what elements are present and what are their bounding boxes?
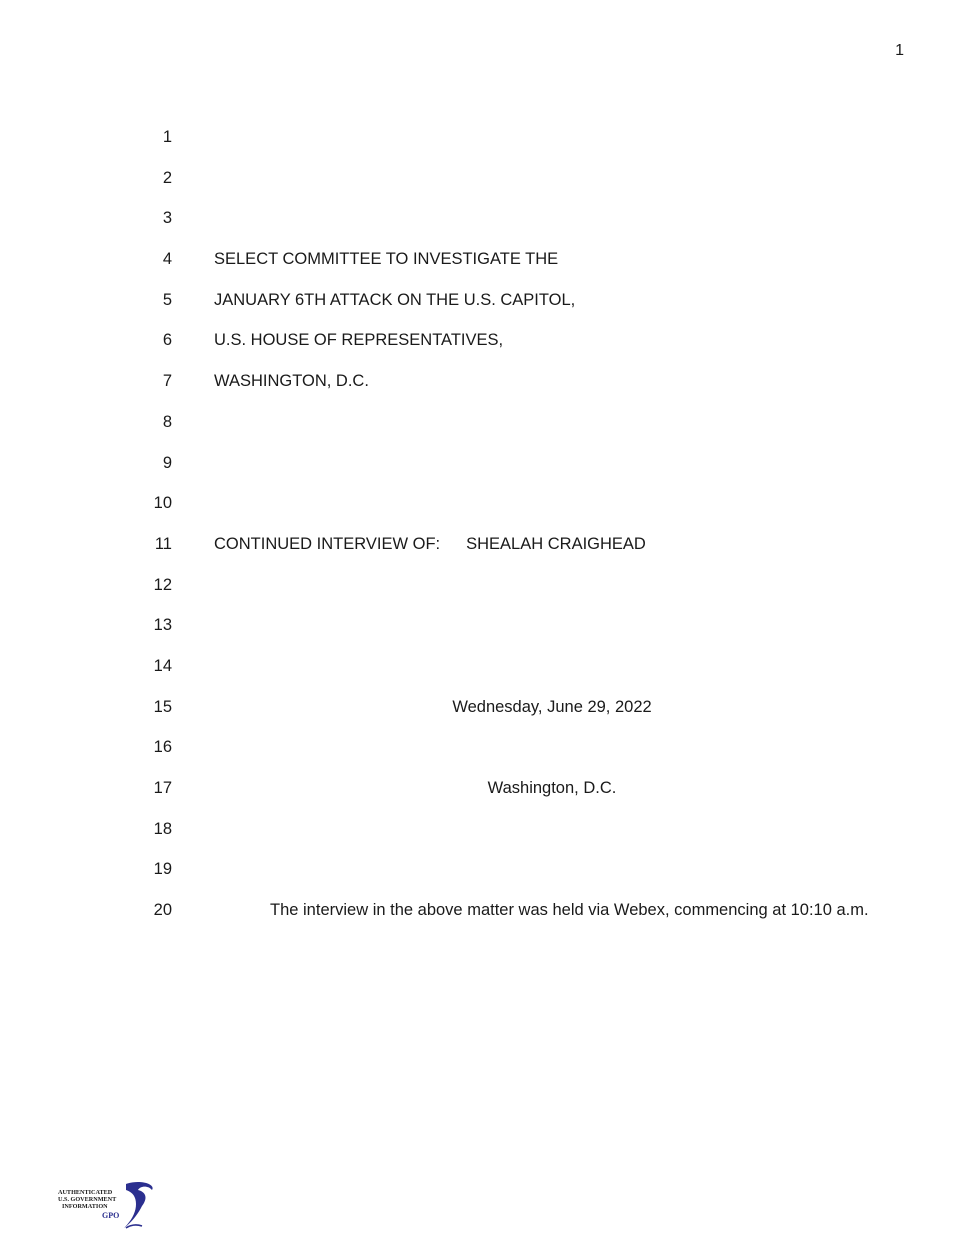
transcript-line (0, 128, 960, 169)
logo-text-information: INFORMATION (62, 1203, 108, 1210)
line-number: 8 (162, 412, 172, 431)
transcript-line (0, 250, 960, 291)
transcript-line (0, 535, 960, 576)
line-number: 14 (153, 656, 172, 675)
line-number: 3 (162, 209, 172, 228)
line-number: 7 (162, 372, 172, 391)
transcript-line (0, 413, 960, 454)
interviewee-name: SHEALAH CRAIGHEAD (466, 534, 646, 553)
page-number: 1 (895, 42, 904, 59)
line-number: 20 (153, 901, 172, 920)
transcript-line (0, 779, 960, 820)
line-number: 13 (153, 616, 172, 635)
gpo-authentication-logo (56, 1180, 160, 1232)
transcript-line (0, 738, 960, 779)
line-number: 4 (162, 250, 172, 269)
logo-text-authenticated: AUTHENTICATED (58, 1189, 113, 1196)
transcript-line (0, 698, 960, 739)
committee-name-line: JANUARY 6TH ATTACK ON THE U.S. CAPITOL, (214, 290, 576, 309)
eagle-icon (124, 1182, 153, 1228)
line-number: 12 (153, 575, 172, 594)
line-number: 18 (153, 819, 172, 838)
logo-text-gpo: GPO (102, 1211, 120, 1220)
location-line: WASHINGTON, D.C. (214, 372, 369, 391)
transcript-line (0, 616, 960, 657)
transcript-line (0, 454, 960, 495)
line-number: 2 (162, 168, 172, 187)
transcript-line (0, 331, 960, 372)
line-number: 10 (153, 494, 172, 513)
transcript-line (0, 209, 960, 250)
interview-location: Washington, D.C. (487, 779, 617, 797)
line-number: 6 (162, 331, 172, 350)
transcript-line (0, 820, 960, 861)
transcript-line (0, 372, 960, 413)
committee-name-line: SELECT COMMITTEE TO INVESTIGATE THE (214, 250, 559, 269)
line-number: 1 (162, 128, 172, 146)
interview-date: Wednesday, June 29, 2022 (452, 697, 652, 716)
line-number: 17 (153, 779, 172, 797)
line-number: 5 (162, 290, 172, 309)
transcript-line (0, 901, 960, 942)
transcript-line (0, 169, 960, 210)
transcript-line (0, 576, 960, 617)
transcript-line (0, 494, 960, 535)
line-number: 15 (153, 697, 172, 716)
transcript-line (0, 657, 960, 698)
line-number: 11 (154, 534, 172, 553)
transcript-body (0, 128, 960, 942)
interviewee-line (214, 535, 646, 554)
transcript-line (0, 860, 960, 901)
logo-text-government: U.S. GOVERNMENT (58, 1196, 117, 1203)
line-number: 19 (153, 860, 172, 879)
line-number: 16 (153, 738, 172, 757)
transcript-line (0, 291, 960, 332)
interview-label: CONTINUED INTERVIEW OF: (214, 534, 441, 553)
line-number: 9 (162, 453, 172, 472)
house-line: U.S. HOUSE OF REPRESENTATIVES, (214, 331, 504, 350)
interview-statement: The interview in the above matter was held via Webex, commencing at 10:10 a.m. (270, 901, 869, 920)
